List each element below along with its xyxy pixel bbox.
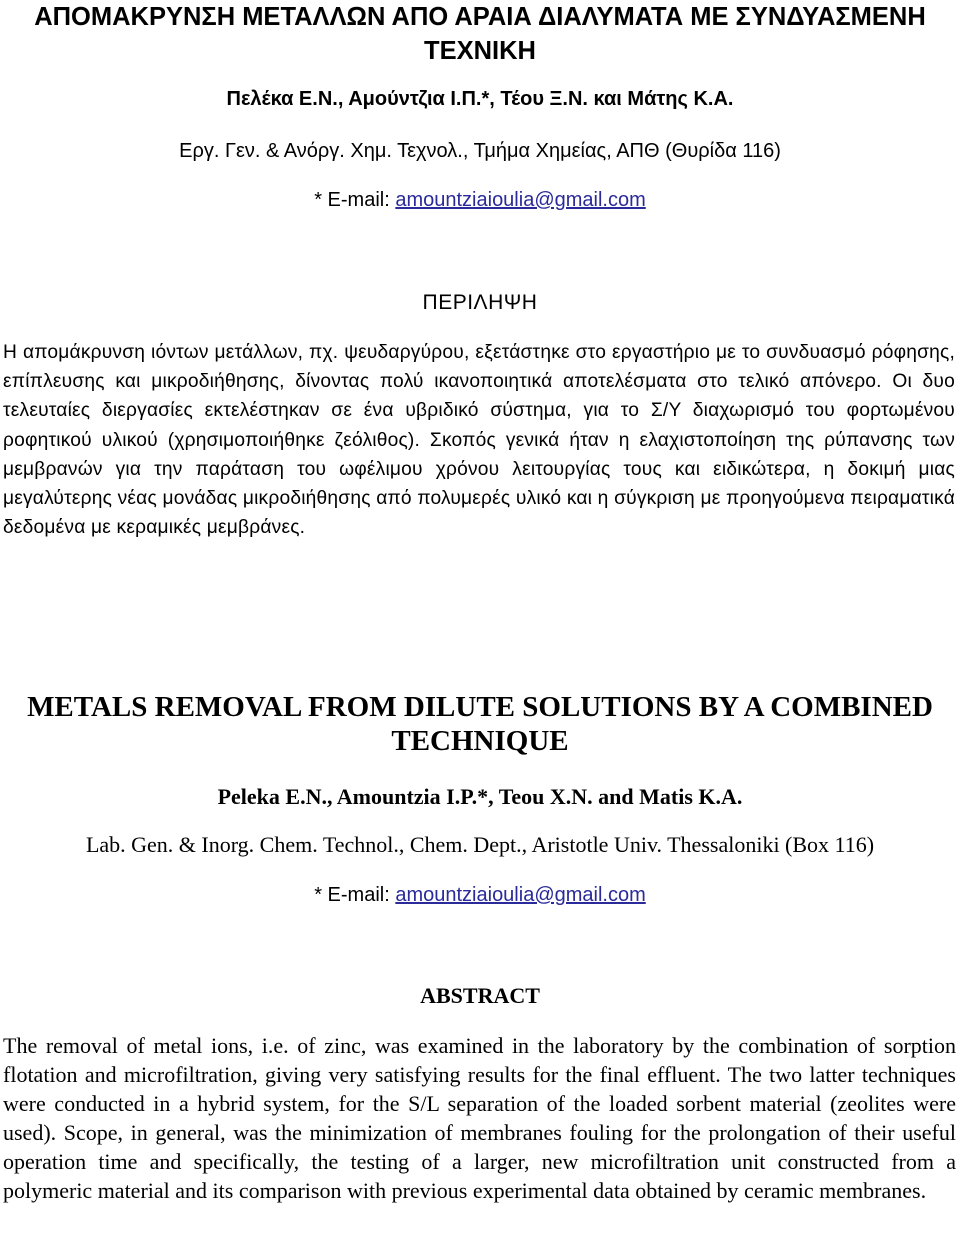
english-email-link[interactable]: amountziaioulia@gmail.com — [395, 884, 646, 906]
greek-email-link[interactable]: amountziaioulia@gmail.com — [395, 189, 646, 211]
english-affiliation: Lab. Gen. & Inorg. Chem. Technol., Chem. Dept., Aristotle Univ. Thessaloniki (Box 116) — [85, 832, 875, 857]
english-abstract-heading: ABSTRACT — [420, 983, 540, 1008]
greek-affiliation: Εργ. Γεν. & Ανόργ. Χημ. Τεχνολ., Τμήμα Χημείας, ΑΠΘ (Θυρίδα 116) — [179, 140, 781, 162]
greek-authors: Πελέκα Ε.Ν., Αμούντζια Ι.Π.*, Τέου Ξ.Ν. και Μάτης Κ.Α. — [226, 88, 734, 110]
greek-abstract-text: Η απομάκρυνση ιόντων μετάλλων, πχ. ψευδαργύρου, εξετάστηκε στο εργαστήριο με το συνδυασμό ρόφησης, επίπλευσης και μικροδιήθησης, δίνοντας πολύ ικανοποιητικά αποτελέσματα στο τελικό απόνερο. Οι δυο τελευταίες διεργασίες εκτελέστηκαν σε ένα υβριδικό σύστημα, για το Σ/Υ διαχωρισμό του φορτωμένου ροφητικού υλικού (χρησιμοποιήθηκε ζεόλιθος). Σκοπός γενικά ήταν η ελαχιστοποίηση της ρύπανσης των μεμβρανών για την παράταση του ωφέλιμου χρόνου λειτουργίας τους και ειδικώτερα, η δοκιμή μιας μεγαλύτερης νέας μονάδας μικροδιήθησης από πολυμερές υλικό και η σύγκριση με προηγούμενα πειραματικά δεδομένα με κεραμικές μεμβράνες. — [3, 342, 955, 539]
greek-email-line — [0, 187, 960, 213]
english-email-label: * E-mail: — [314, 884, 396, 906]
english-email-line — [0, 881, 960, 909]
greek-email-label: * E-mail: — [314, 189, 396, 211]
greek-title: ΑΠΟΜΑΚΡΥΝΣΗ ΜΕΤΑΛΛΩΝ ΑΠΟ ΑΡΑΙΑ ΔΙΑΛΥΜΑΤΑ ΜΕ ΣΥΝΔΥΑΣΜΕΝΗ ΤΕΧΝΙΚΗ — [34, 3, 926, 65]
english-abstract-text: The removal of metal ions, i.e. of zinc, was examined in the laboratory by the combination of sorption flotation and microfiltration, giving very satisfying results for the final effluent. The two latter techniques were conducted in a hybrid system, for the S/L separation of the loaded sorbent material (zeolites were used). Scope, in general, was the minimization of membranes fouling for the prolongation of their useful operation time and specifically, the testing of a larger, new microfiltration unit constructed from a polymeric material and its comparison with previous experimental data obtained by ceramic membranes. — [3, 1033, 956, 1203]
english-title: METALS REMOVAL FROM DILUTE SOLUTIONS BY A COMBINED TECHNIQUE — [27, 691, 933, 757]
english-authors: Peleka E.N., Amountzia I.P.*, Teou X.N. and Matis K.A. — [217, 784, 743, 809]
greek-abstract-heading: ΠΕΡΙΛΗΨΗ — [422, 291, 538, 314]
